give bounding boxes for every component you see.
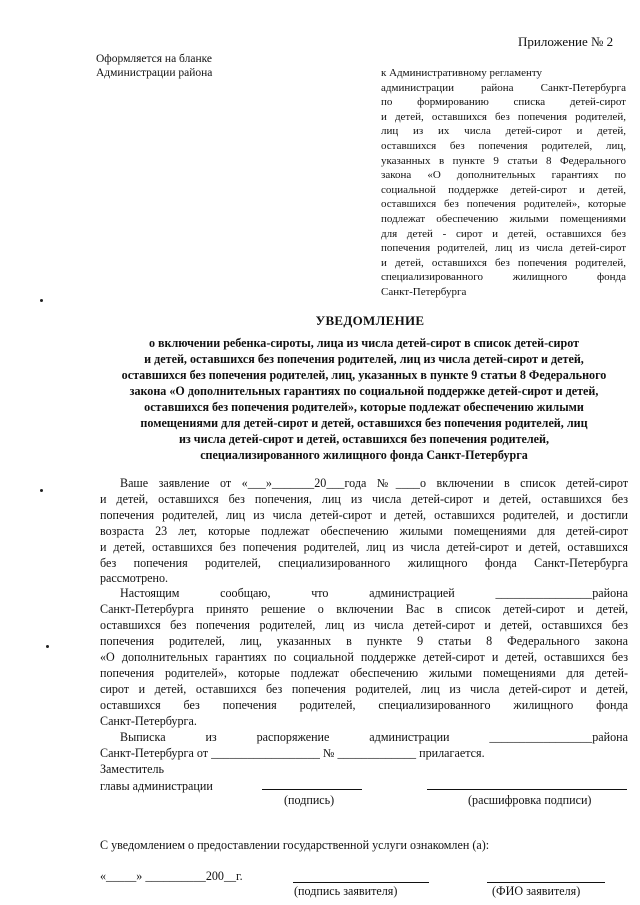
applicant-name-caption: (ФИО заявителя) <box>492 884 581 898</box>
para1-line: рассмотрено. <box>100 571 169 585</box>
regulation-line: по формированию списка детей-сирот <box>381 96 626 109</box>
subject-line: помещениями для детей-сирот и детей, оставшихся без попечения родителей, лиц <box>140 416 588 430</box>
scan-speck <box>40 299 43 302</box>
signatory-title <box>100 762 213 794</box>
regulation-line: и детей, оставшихся без попечения родителей, <box>381 110 626 123</box>
regulation-line: оставшихся без попечения родителей, лиц, <box>381 139 626 152</box>
regulation-line: подлежат обеспечению жилыми помещениями <box>381 212 626 225</box>
para1-line: Ваше заявление от «___»_______20___года №____о включении в список детей-сирот <box>120 476 628 490</box>
para1-line: попечения родителей, лиц из числа детей-сирот и детей, оставшихся родителей, и достигли <box>100 508 628 522</box>
signature-decoding-line <box>427 789 627 790</box>
applicant-signature-line <box>293 882 429 883</box>
regulation-line: администрации района Санкт-Петербурга <box>381 81 626 94</box>
signature-caption: (подпись) <box>284 793 335 807</box>
regulation-line: оставшихся без попечения родителей», которые <box>381 198 626 211</box>
document-title: УВЕДОМЛЕНИЕ <box>315 313 425 328</box>
applicant-signature-caption: (подпись заявителя) <box>294 884 398 898</box>
regulation-line: и детей, оставшихся без попечения родителей, <box>381 256 626 269</box>
blank-note-line: Администрации района <box>96 67 213 79</box>
regulation-line: закона «О дополнительных гарантиях по <box>381 169 626 182</box>
acknowledgement-date: «_____» __________200__г. <box>100 869 243 883</box>
signature-line <box>262 789 362 790</box>
scan-speck <box>46 645 49 648</box>
regulation-line: Санкт-Петербурга <box>381 285 467 298</box>
subject-line: о включении ребенка-сироты, лица из числа детей-сирот в список детей-сирот <box>148 336 580 350</box>
regulation-line: для детей - сирот и детей, оставшихся без <box>381 227 626 240</box>
subject-line: оставшихся без попечения родителей», которые подлежат обеспечению жилыми <box>144 400 584 414</box>
subject-line: и детей, оставшихся без попечения родителей, лиц из числа детей-сирот и детей, <box>144 352 584 366</box>
para1-line: и детей, оставшихся без попечения родителей, лиц из числа детей-сирот и детей, оставшихся <box>100 540 628 554</box>
para2-line: попечения родителей, лиц, указанных в пункте 9 статьи 8 Федерального закона <box>100 634 628 648</box>
para3-line: Выписка из распоряжение администрации _________________района <box>120 730 628 744</box>
signatory-title-line: главы администрации <box>100 779 213 793</box>
regulation-line: лиц из их числа детей-сирот и детей, <box>381 125 626 138</box>
para3-line: Санкт-Петербурга от __________________ № _____________ прилагается. <box>100 746 485 760</box>
regulation-line: социальной поддержке детей-сирот и детей, <box>381 183 626 196</box>
applicant-name-line <box>487 882 605 883</box>
para2-line: оставшихся без попечения родителей, лиц из числа детей-сирот и детей, оставшихся без <box>100 618 628 632</box>
para2-line: сирот и детей, оставшихся без попечения родителей, лиц из числа детей-сирот и детей, <box>100 682 628 696</box>
scan-speck <box>40 489 43 492</box>
para1-line: и детей, оставшихся без попечения, лиц из числа детей-сирот и детей, оставшихся без <box>100 492 628 506</box>
para2-line: Санкт-Петербурга принято решение о включении Вас в список детей-сирот и детей, <box>100 602 628 616</box>
para2-line: Санкт-Петербурга. <box>100 714 197 728</box>
subject-line: закона «О дополнительных гарантиях по социальной поддержке детей-сирот и детей, <box>129 384 599 398</box>
regulation-reference <box>381 66 626 300</box>
para1-line: без попечения родителей, специализированного жилищного фонда Санкт-Петербурга <box>100 556 628 570</box>
regulation-line: к Административному регламенту <box>381 67 543 79</box>
para2-line: попечения родителей», которые подлежат обеспечению жилыми помещениями для детей- <box>100 666 628 680</box>
regulation-line: указанных в пункте 9 статьи 8 Федерального <box>381 154 626 167</box>
subject-line: оставшихся без попечения родителей, лиц, указанных в пункте 9 статьи 8 Федерального <box>121 368 607 382</box>
subject-line: из числа детей-сирот и детей, оставшихся без попечения родителей, <box>178 432 550 446</box>
signatory-title-line: Заместитель <box>100 762 165 776</box>
decoding-caption: (расшифровка подписи) <box>468 793 592 807</box>
para2-line: оставшихся без попечения родителей, специализированного жилищного фонда <box>100 698 628 712</box>
notice-subject <box>100 335 628 463</box>
para2-line: «О дополнительных гарантиях по социальной поддержке детей-сирот и детей, оставшихся без <box>100 650 628 664</box>
para2-line: Настоящим сообщаю, что администрацией ________________района <box>120 586 628 600</box>
regulation-line: специализированного жилищного фонда <box>381 271 626 284</box>
acknowledgement-text: С уведомлением о предоставлении государственной услуги ознакомлен (а): <box>100 838 490 852</box>
appendix-number: Приложение № 2 <box>518 34 614 49</box>
subject-line: специализированного жилищного фонда Санкт-Петербурга <box>200 448 528 462</box>
para1-line: возраста 23 лет, которые подлежат обеспечению жилыми помещениями для детей-сирот <box>100 524 628 538</box>
blank-note <box>96 52 212 80</box>
regulation-line: попечения родителей, лиц из числа детей-сирот <box>381 242 626 255</box>
blank-note-line: Оформляется на бланке <box>96 53 213 65</box>
